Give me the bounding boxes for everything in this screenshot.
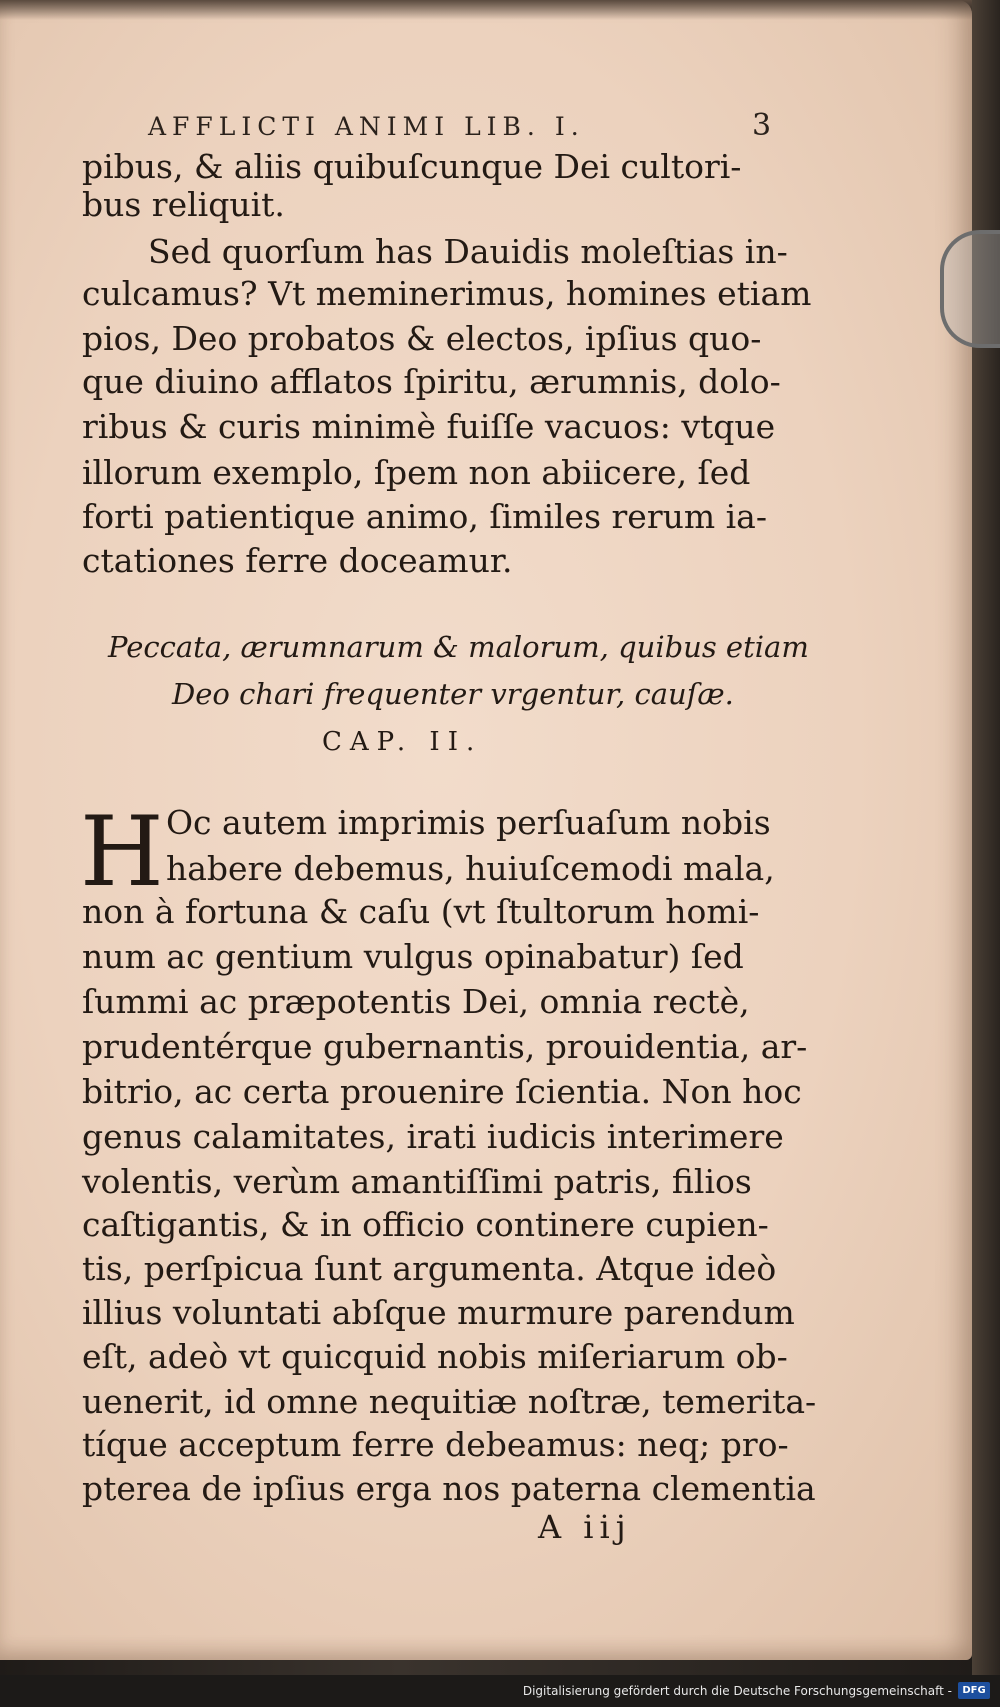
text-line: tíque acceptum ferre debeamus: neq; pro-: [82, 1425, 789, 1464]
text-line: illius voluntati abſque murmure parendum: [82, 1293, 795, 1332]
page-top-shadow: [0, 0, 972, 20]
text-line: Sed quorſum has Dauidis moleſtias in-: [148, 232, 788, 271]
book-clasp: [940, 230, 1000, 348]
text-line: ribus & curis minimè fuiſſe vacuos: vtque: [82, 407, 776, 446]
text-line: culcamus? Vt meminerimus, homines etiam: [82, 274, 812, 313]
chapter-heading-line: Peccata, ærumnarum & malorum, quibus etiam: [108, 630, 809, 664]
text-line: illorum exemplo, ſpem non abiicere, ſed: [82, 453, 751, 492]
text-line: ſummi ac præpotentis Dei, omnia rectè,: [82, 982, 750, 1021]
text-line: forti patientique animo, ſimiles rerum ia-: [82, 497, 768, 536]
text-line: volentis, verùm amantiſſimi patris, filios: [82, 1162, 752, 1201]
text-line: bitrio, ac certa prouenire ſcientia. Non hoc: [82, 1072, 802, 1111]
text-line: tis, perſpicua ſunt argumenta. Atque ideò: [82, 1249, 777, 1288]
text-line: que diuino afflatos ſpiritu, ærumnis, dolo-: [82, 362, 781, 401]
text-line: pios, Deo probatos & electos, ipſius quo-: [82, 319, 762, 358]
text-line: num ac gentium vulgus opinabatur) ſed: [82, 937, 744, 976]
running-head: AFFLICTI ANIMI LIB. I.: [148, 112, 585, 141]
page-number: 3: [752, 108, 772, 143]
signature-mark: A iij: [538, 1508, 632, 1546]
text-line: pterea de ipſius erga nos paterna clementia: [82, 1469, 816, 1508]
chapter-heading-line: Deo chari frequenter vrgentur, cauſæ.: [172, 677, 734, 711]
dfg-logo: DFG: [958, 1682, 990, 1699]
chapter-label: CAP. II.: [322, 727, 483, 757]
text-line: eſt, adeò vt quicquid nobis miſeriarum ob-: [82, 1337, 788, 1376]
footer-credit: Digitalisierung gefördert durch die Deutsche Forschungsgemeinschaft -: [522, 1684, 952, 1698]
text-line: bus reliquit.: [82, 185, 285, 224]
text-line: Oc autem imprimis perſuaſum nobis: [166, 803, 771, 842]
text-line: ctationes ferre doceamur.: [82, 541, 513, 580]
text-line: genus calamitates, irati iudicis interimere: [82, 1117, 784, 1156]
text-line: prudentérque gubernantis, prouidentia, ar-: [82, 1027, 808, 1066]
text-line: habere debemus, huiuſcemodi mala,: [166, 849, 775, 888]
text-line: uenerit, id omne nequitiæ noſtræ, temerita-: [82, 1382, 817, 1421]
drop-cap: H: [80, 796, 164, 908]
text-line: caſtigantis, & in officio continere cupien-: [82, 1205, 769, 1244]
text-line: pibus, & aliis quibuſcunque Dei cultori-: [82, 147, 742, 186]
text-line: non à fortuna & caſu (vt ſtultorum homi-: [82, 892, 760, 931]
